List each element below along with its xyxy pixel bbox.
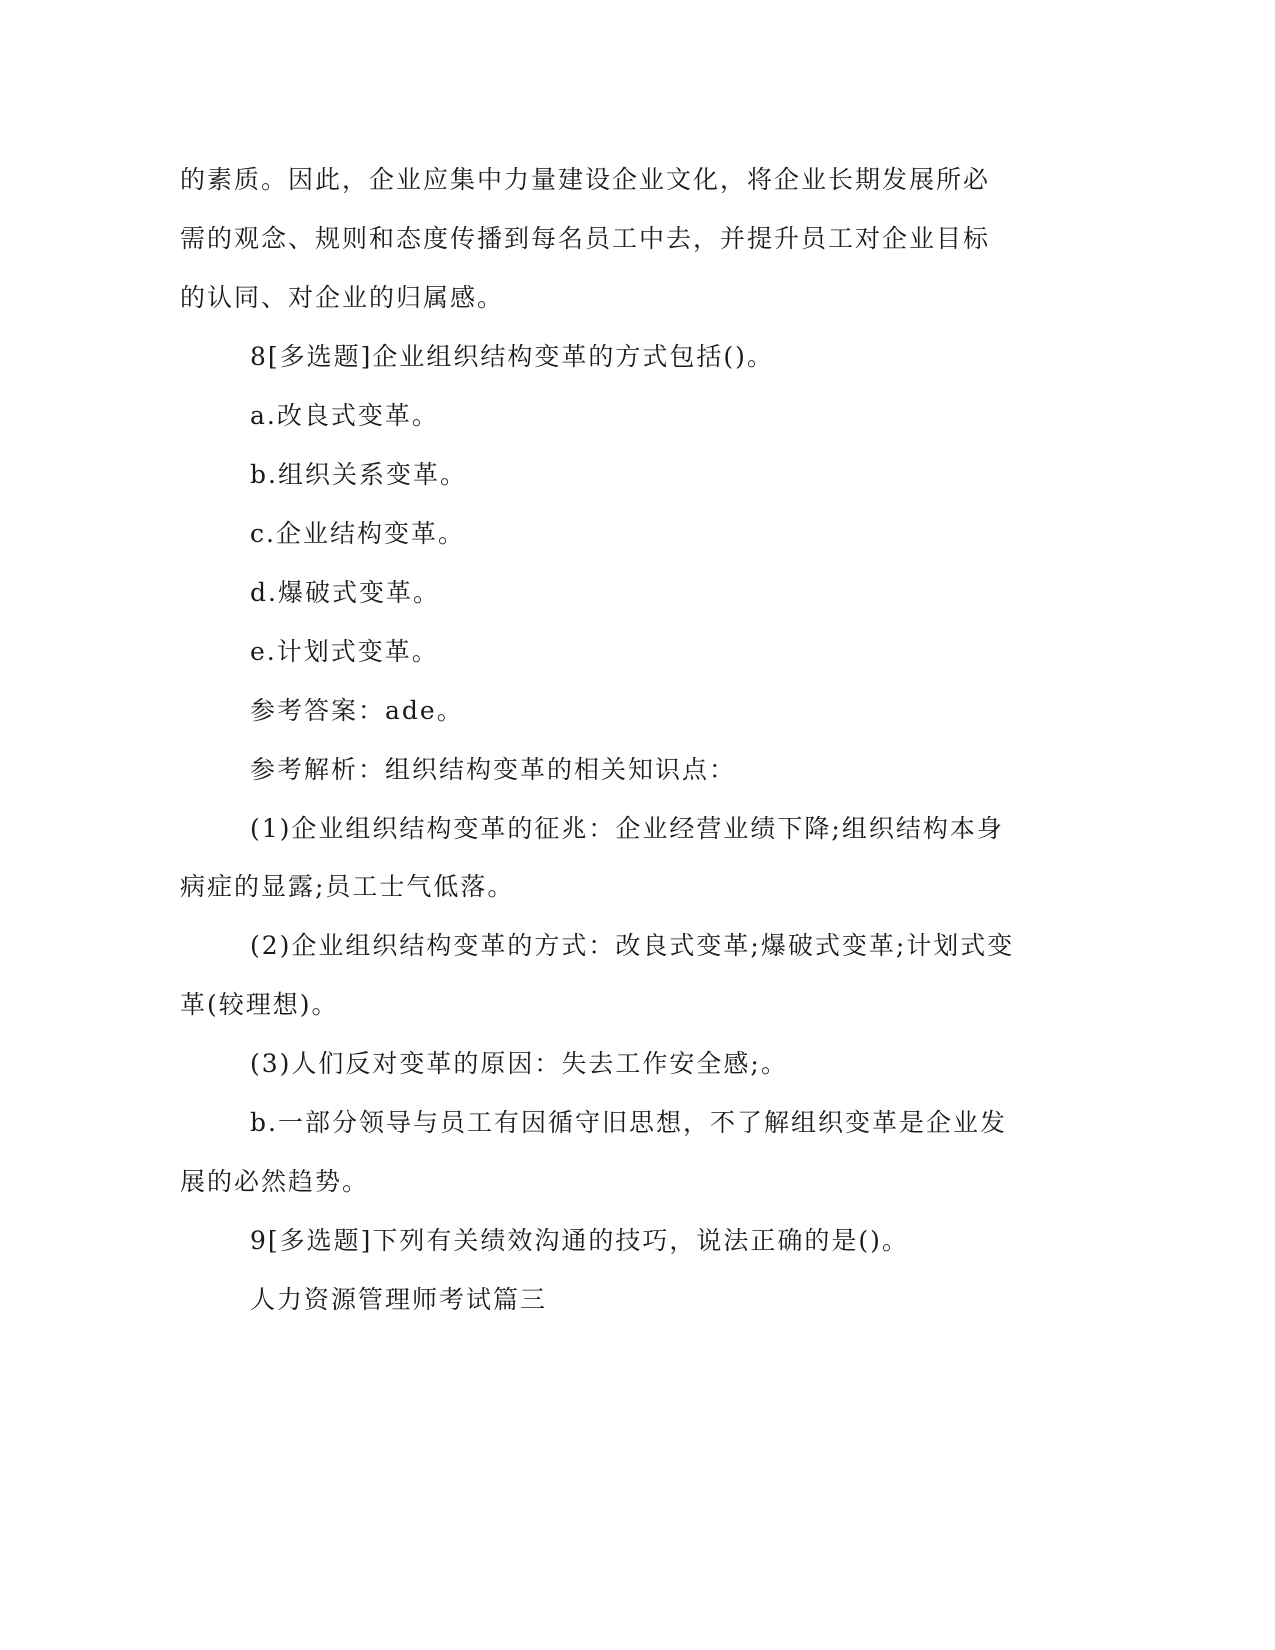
paragraph-line: 的素质。因此，企业应集中力量建设企业文化，将企业长期发展所必 (180, 165, 991, 194)
analysis-point-b: b.一部分领导与员工有因循守旧思想，不了解组织变革是企业发 (250, 1108, 1007, 1137)
option-c: c.企业结构变革。 (250, 519, 465, 548)
paragraph-line: 的认同、对企业的归属感。 (180, 283, 505, 312)
option-e: e.计划式变革。 (250, 637, 439, 666)
reference-answer: 参考答案：ade。 (250, 696, 464, 725)
analysis-point-2: (2)企业组织结构变革的方式：改良式变革;爆破式变革;计划式变 (250, 931, 1015, 960)
section-heading: 人力资源管理师考试篇三 (250, 1285, 548, 1314)
analysis-point-3: (3)人们反对变革的原因：失去工作安全感;。 (250, 1049, 788, 1078)
reference-analysis-heading: 参考解析：组织结构变革的相关知识点： (250, 755, 737, 784)
analysis-point-2-continued: 革(较理想)。 (180, 990, 339, 1019)
option-d: d.爆破式变革。 (250, 578, 440, 607)
analysis-point-1-continued: 病症的显露;员工士气低落。 (180, 872, 515, 901)
analysis-point-b-continued: 展的必然趋势。 (180, 1167, 370, 1196)
question-8-title: 8[多选题]企业组织结构变革的方式包括()。 (250, 342, 774, 371)
question-9-title: 9[多选题]下列有关绩效沟通的技巧，说法正确的是()。 (250, 1226, 909, 1255)
option-b: b.组织关系变革。 (250, 460, 467, 489)
paragraph-line: 需的观念、规则和态度传播到每名员工中去，并提升员工对企业目标 (180, 224, 991, 253)
analysis-point-1: (1)企业组织结构变革的征兆：企业经营业绩下降;组织结构本身 (250, 814, 1004, 843)
option-a: a.改良式变革。 (250, 401, 439, 430)
